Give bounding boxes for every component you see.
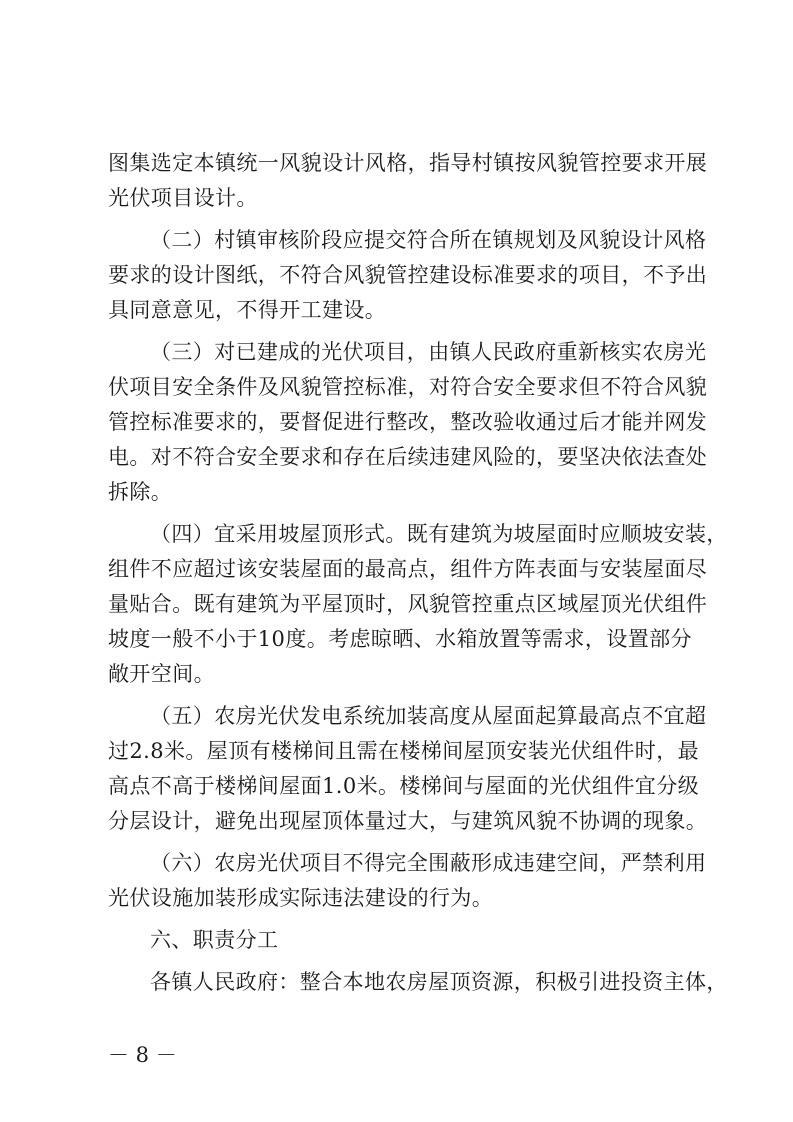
paragraph-line: （五）农房光伏发电系统加装高度从屋面起算最高点不宜超 — [150, 704, 707, 728]
paragraph-line: 坡度一般不小于10度。考虑晾晒、水箱放置等需求，设置部分 — [108, 627, 692, 651]
paragraph-line: 电。对不符合安全要求和存在后续违建风险的，要坚决依法查处 — [108, 445, 708, 469]
paragraph-line: 具同意意见，不得开工建设。 — [108, 298, 387, 322]
paragraph-line: （二）村镇审核阶段应提交符合所在镇规划及风貌设计风格 — [150, 228, 707, 252]
paragraph-line: 组件不应超过该安装屋面的最高点，组件方阵表面与安装屋面尽 — [108, 557, 708, 581]
page-number: － 8 － — [108, 1043, 177, 1067]
section-heading: 六、职责分工 — [150, 928, 279, 952]
paragraph-line: （四）宜采用坡屋顶形式。既有建筑为坡屋面时应顺坡安装， — [150, 522, 728, 546]
paragraph-line: 管控标准要求的，要督促进行整改，整改验收通过后才能并网发 — [108, 410, 708, 434]
paragraph-line: 图集选定本镇统一风貌设计风格，指导村镇按风貌管控要求开展 — [108, 151, 708, 175]
paragraph-line: 分层设计，避免出现屋顶体量过大，与建筑风貌不协调的现象。 — [108, 809, 708, 833]
paragraph-line: 拆除。 — [108, 480, 173, 504]
paragraph-line: 量贴合。既有建筑为平屋顶时，风貌管控重点区域屋顶光伏组件 — [108, 592, 708, 616]
paragraph-line: 各镇人民政府：整合本地农房屋顶资源，积极引进投资主体， — [150, 970, 728, 994]
paragraph-line: 伏项目安全条件及风貌管控标准，对符合安全要求但不符合风貌 — [108, 375, 708, 399]
paragraph-line: （六）农房光伏项目不得完全围蔽形成违建空间，严禁利用 — [150, 851, 707, 875]
paragraph-line: 敞开空间。 — [108, 662, 215, 686]
paragraph-line: 过2.8米。屋顶有楼梯间且需在楼梯间屋顶安装光伏组件时，最 — [108, 739, 699, 763]
paragraph-line: 要求的设计图纸，不符合风貌管控建设标准要求的项目，不予出 — [108, 263, 708, 287]
paragraph-line: （三）对已建成的光伏项目，由镇人民政府重新核实农房光 — [150, 340, 707, 364]
paragraph-line: 光伏项目设计。 — [108, 186, 258, 210]
paragraph-line: 光伏设施加装形成实际违法建设的行为。 — [108, 886, 494, 910]
paragraph-line: 高点不高于楼梯间屋面1.0米。楼梯间与屋面的光伏组件宜分级 — [108, 774, 699, 798]
